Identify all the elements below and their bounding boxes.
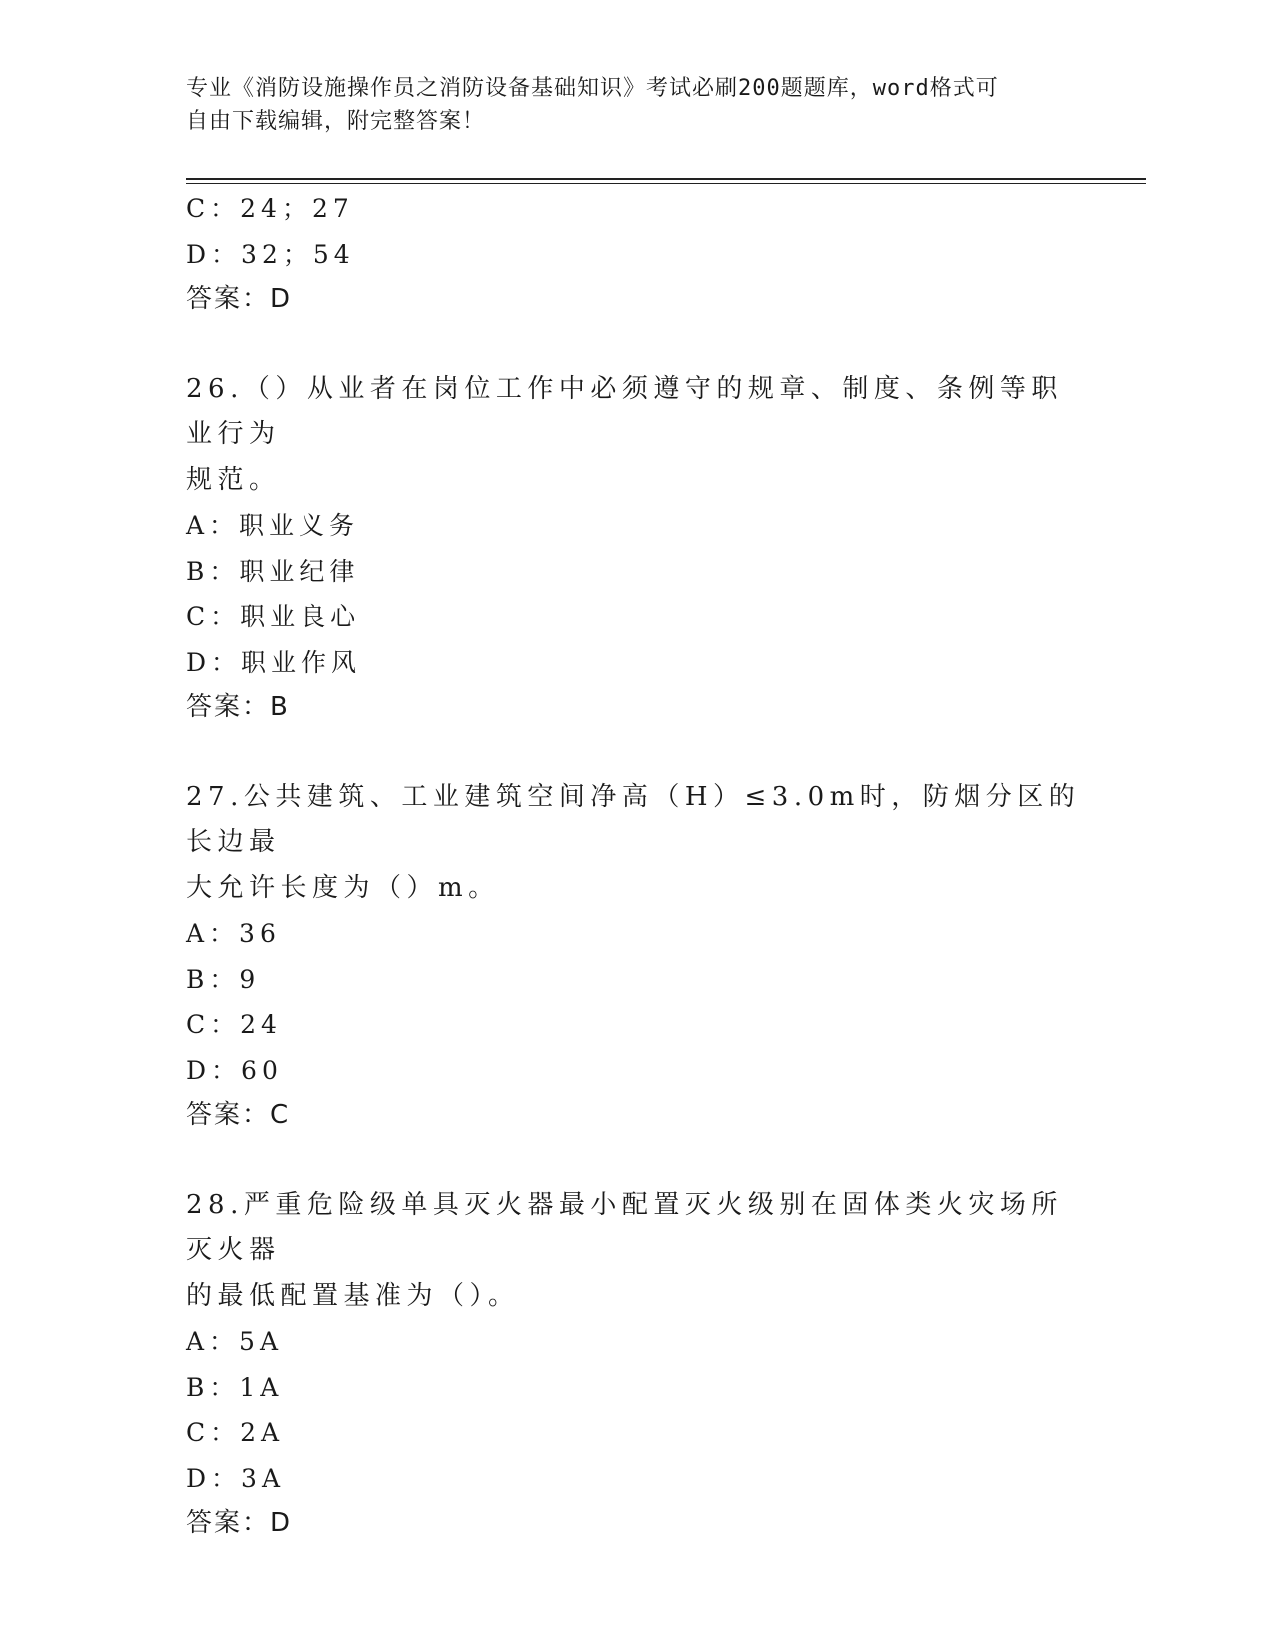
question-text-line-2: 的最低配置基准为（）。 (186, 1280, 520, 1311)
option-a: A：5A (186, 1327, 284, 1356)
question-28 (186, 1183, 1086, 1547)
question-text-line-2: 规范。 (186, 464, 281, 495)
option-b: B：9 (186, 964, 261, 994)
option-a: A：36 (186, 919, 281, 948)
option-b: B：职业纪律 (186, 556, 360, 586)
option-b: B：1A (186, 1372, 284, 1402)
question-27 (186, 775, 1086, 1139)
question-text-line-1: 26.（）从业者在岗位工作中必须遵守的规章、制度、条例等职业行为 (186, 373, 1063, 449)
question-25-continued (186, 186, 1086, 323)
answer-line: 答案：C (186, 1100, 291, 1130)
option-c: C：24 (186, 1010, 282, 1039)
option-d: D：3A (186, 1463, 286, 1493)
header-divider (186, 178, 1146, 184)
option-a: A：职业义务 (186, 511, 360, 540)
question-text (186, 775, 1086, 912)
option-d: D：32；54 (186, 239, 355, 269)
answer-line: 答案：D (186, 284, 293, 314)
spacer (186, 731, 1086, 775)
answer-line: 答案：B (186, 692, 290, 722)
question-26 (186, 367, 1086, 731)
option-c: C：2A (186, 1418, 285, 1447)
option-c: C：职业良心 (186, 602, 361, 631)
spacer (186, 1139, 1086, 1183)
question-text-line-1: 28.严重危险级单具灭火器最小配置灭火级别在固体类火灾场所灭火器 (186, 1189, 1063, 1265)
option-d: D：60 (186, 1055, 283, 1085)
option-d: D：职业作风 (186, 647, 362, 677)
option-c: C：24；27 (186, 194, 354, 223)
question-text-line-2: 大允许长度为（）m。 (186, 872, 500, 903)
question-list (186, 186, 1086, 1547)
question-text-line-1: 27.公共建筑、工业建筑空间净高（H）≤3.0m时，防烟分区的长边最 (186, 781, 1081, 857)
answer-line: 答案：D (186, 1508, 293, 1538)
header-title-line-1: 专业《消防设施操作员之消防设备基础知识》考试必刷200题题库，word格式可 (186, 76, 999, 101)
question-text (186, 367, 1086, 504)
spacer (186, 323, 1086, 367)
document-header (186, 72, 1066, 138)
header-title-line-2: 自由下载编辑，附完整答案！ (186, 109, 486, 134)
question-text (186, 1183, 1086, 1320)
